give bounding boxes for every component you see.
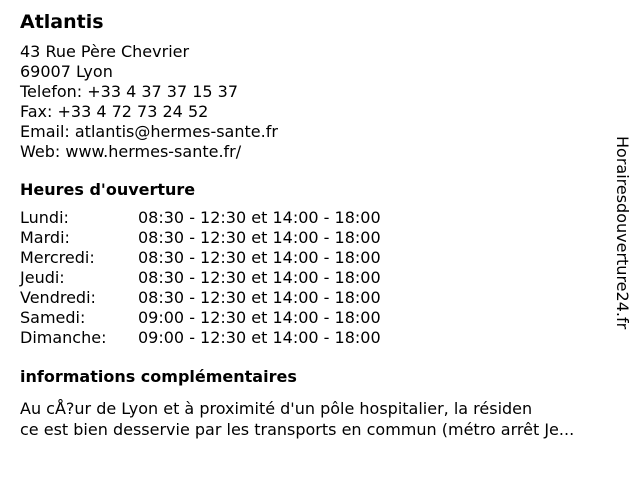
description-line-1: Au cÅ?ur de Lyon et à proximité d'un pôle hospitalier, la résiden <box>20 399 533 418</box>
hours-day: Jeudi: <box>20 268 65 287</box>
hours-row-sunday <box>20 328 620 348</box>
hours-row-friday <box>20 288 620 308</box>
email-address: Email: atlantis@hermes-sante.fr <box>20 122 278 141</box>
phone-number: Telefon: +33 4 37 37 15 37 <box>20 82 239 101</box>
additional-info-heading: informations complémentaires <box>20 367 297 386</box>
opening-hours-list <box>20 208 620 348</box>
hours-time: 09:00 - 12:30 et 14:00 - 18:00 <box>138 308 381 327</box>
hours-time: 08:30 - 12:30 et 14:00 - 18:00 <box>138 288 381 307</box>
hours-row-monday <box>20 208 620 228</box>
hours-day: Dimanche: <box>20 328 107 347</box>
description-line-2: ce est bien desservie par les transports en commun (métro arrêt Je... <box>20 420 575 439</box>
hours-day: Mercredi: <box>20 248 95 267</box>
opening-hours-heading: Heures d'ouverture <box>20 180 196 199</box>
hours-time: 08:30 - 12:30 et 14:00 - 18:00 <box>138 208 381 227</box>
address-street: 43 Rue Père Chevrier <box>20 42 190 61</box>
hours-day: Samedi: <box>20 308 86 327</box>
hours-row-thursday <box>20 268 620 288</box>
hours-time: 08:30 - 12:30 et 14:00 - 18:00 <box>138 248 381 267</box>
hours-day: Lundi: <box>20 208 69 227</box>
fax-number: Fax: +33 4 72 73 24 52 <box>20 102 209 121</box>
website-url: Web: www.hermes-sante.fr/ <box>20 142 242 161</box>
hours-time: 08:30 - 12:30 et 14:00 - 18:00 <box>138 228 381 247</box>
site-watermark: Horairesdouverture24.fr <box>613 136 632 330</box>
business-card <box>20 9 620 440</box>
hours-day: Mardi: <box>20 228 70 247</box>
business-name: Atlantis <box>20 11 104 33</box>
hours-row-wednesday <box>20 248 620 268</box>
address-city: 69007 Lyon <box>20 62 113 81</box>
hours-row-tuesday <box>20 228 620 248</box>
hours-time: 09:00 - 12:30 et 14:00 - 18:00 <box>138 328 381 347</box>
hours-row-saturday <box>20 308 620 328</box>
hours-time: 08:30 - 12:30 et 14:00 - 18:00 <box>138 268 381 287</box>
hours-day: Vendredi: <box>20 288 96 307</box>
